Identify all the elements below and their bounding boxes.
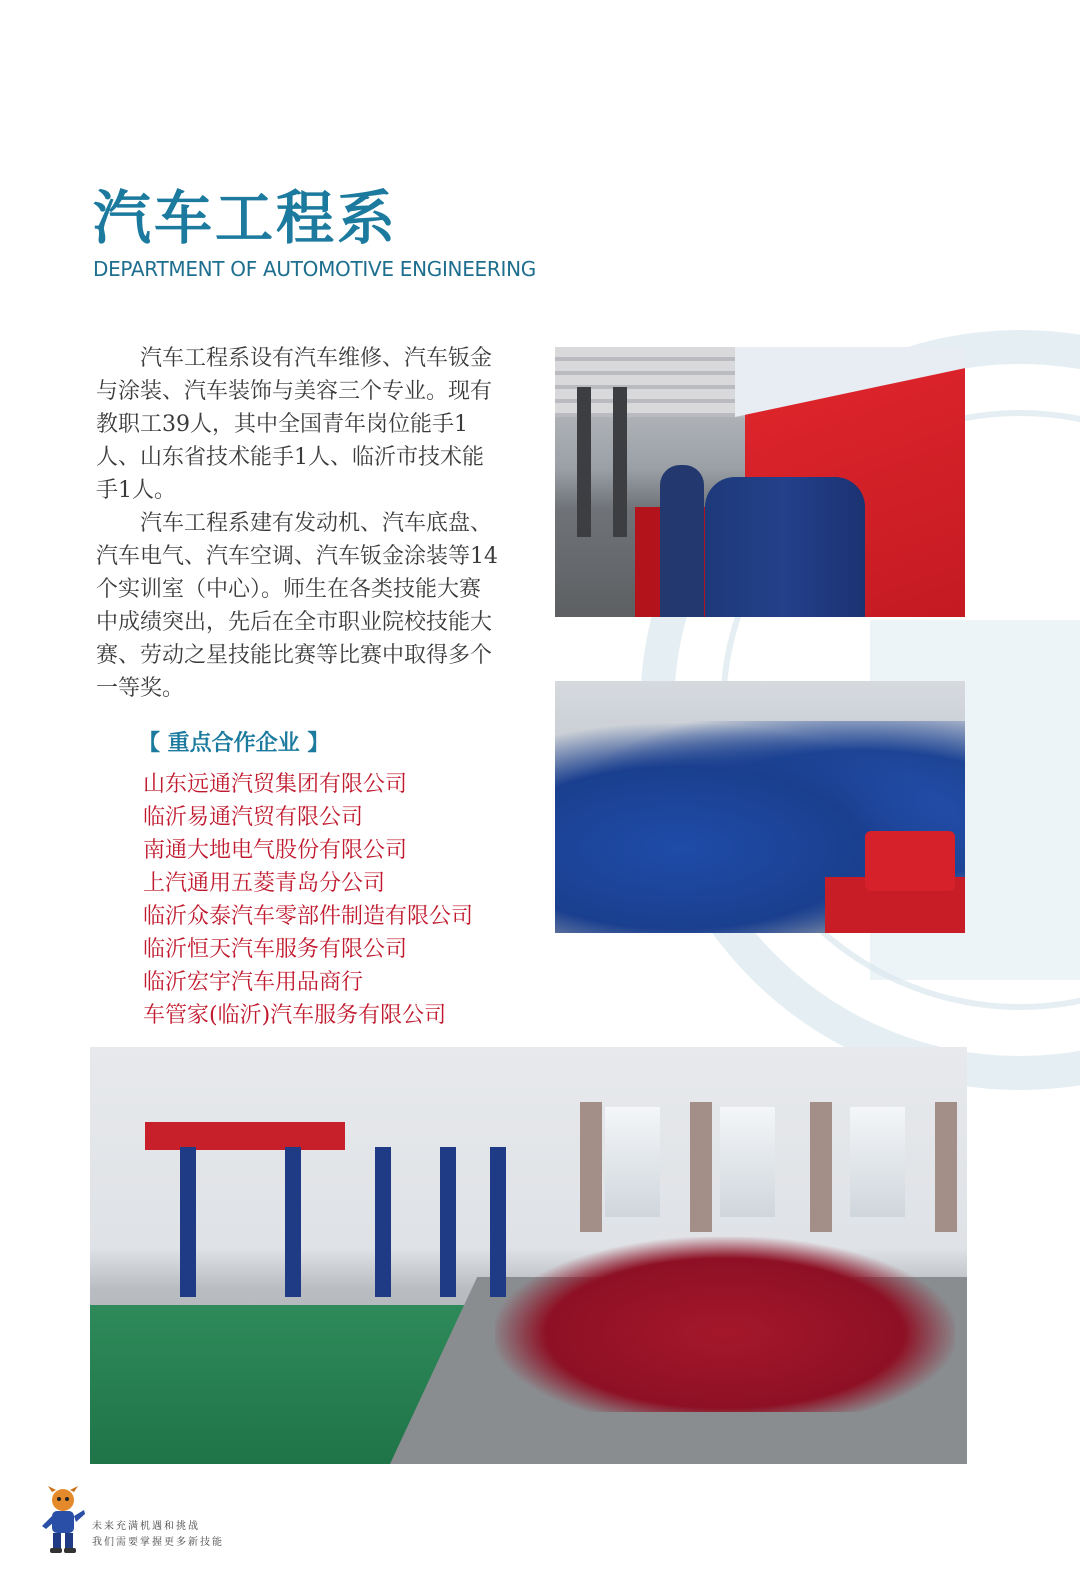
partner-item: 车管家(临沂)汽车服务有限公司: [143, 1003, 447, 1028]
description-paragraph: 汽车工程系设有汽车维修、汽车钣金与涂装、汽车装饰与美容三个专业。现有教职工39人，其中全国青年岗位能手1人、山东省技术能手1人、临沂市技术能手1人。: [96, 346, 493, 503]
partner-item: 山东远通汽贸集团有限公司: [143, 772, 408, 797]
photo-curtain: [690, 1102, 712, 1232]
partner-item: 临沂恒天汽车服务有限公司: [143, 937, 408, 962]
photo-seated-students: [705, 477, 865, 617]
photo-pillar: [577, 387, 591, 537]
photo-equipment: [865, 831, 955, 891]
slogan-line: 我们需要掌握更多新技能: [92, 1537, 224, 1548]
partners-heading: 【 重点合作企业 】: [138, 731, 330, 756]
partners-list: [143, 768, 473, 1032]
partner-item: 临沂宏宇汽车用品商行: [143, 970, 364, 995]
training-photo: [555, 681, 965, 933]
page-subtitle: DEPARTMENT OF AUTOMOTIVE ENGINEERING: [93, 257, 536, 281]
photo-window: [720, 1107, 775, 1217]
photo-car-lift: [375, 1147, 391, 1297]
partner-item: 上汽通用五菱青岛分公司: [143, 871, 386, 896]
photo-window: [605, 1107, 660, 1217]
photo-red-car: [495, 1237, 955, 1412]
partner-item: 临沂众泰汽车零部件制造有限公司: [143, 904, 474, 929]
slogan-line: 未来充满机遇和挑战: [92, 1521, 200, 1532]
photo-curtain: [810, 1102, 832, 1232]
partner-item: 南通大地电气股份有限公司: [143, 838, 408, 863]
mascot-icon: [38, 1484, 88, 1554]
photo-red-banner: [145, 1122, 345, 1150]
department-description: [96, 342, 500, 705]
photo-pillar: [613, 387, 627, 537]
partner-item: 临沂易通汽贸有限公司: [143, 805, 364, 830]
photo-window: [850, 1107, 905, 1217]
page-title: 汽车工程系: [93, 184, 399, 252]
photo-car-lift: [285, 1147, 301, 1297]
photo-curtain: [935, 1102, 957, 1232]
workshop-photo: [90, 1047, 967, 1464]
ceremony-photo: [555, 347, 965, 617]
photo-car-lift: [180, 1147, 196, 1297]
photo-curtain: [580, 1102, 602, 1232]
photo-car-lift: [440, 1147, 456, 1297]
description-paragraph: 汽车工程系建有发动机、汽车底盘、汽车电气、汽车空调、汽车钣金涂装等14个实训室（中心）。师生在各类技能大赛中成绩突出，先后在全市职业院校技能大赛、劳动之星技能比赛等比赛中取得多个一等奖。: [96, 511, 498, 701]
footer-slogan: [92, 1519, 224, 1551]
photo-standing-student: [660, 465, 704, 617]
